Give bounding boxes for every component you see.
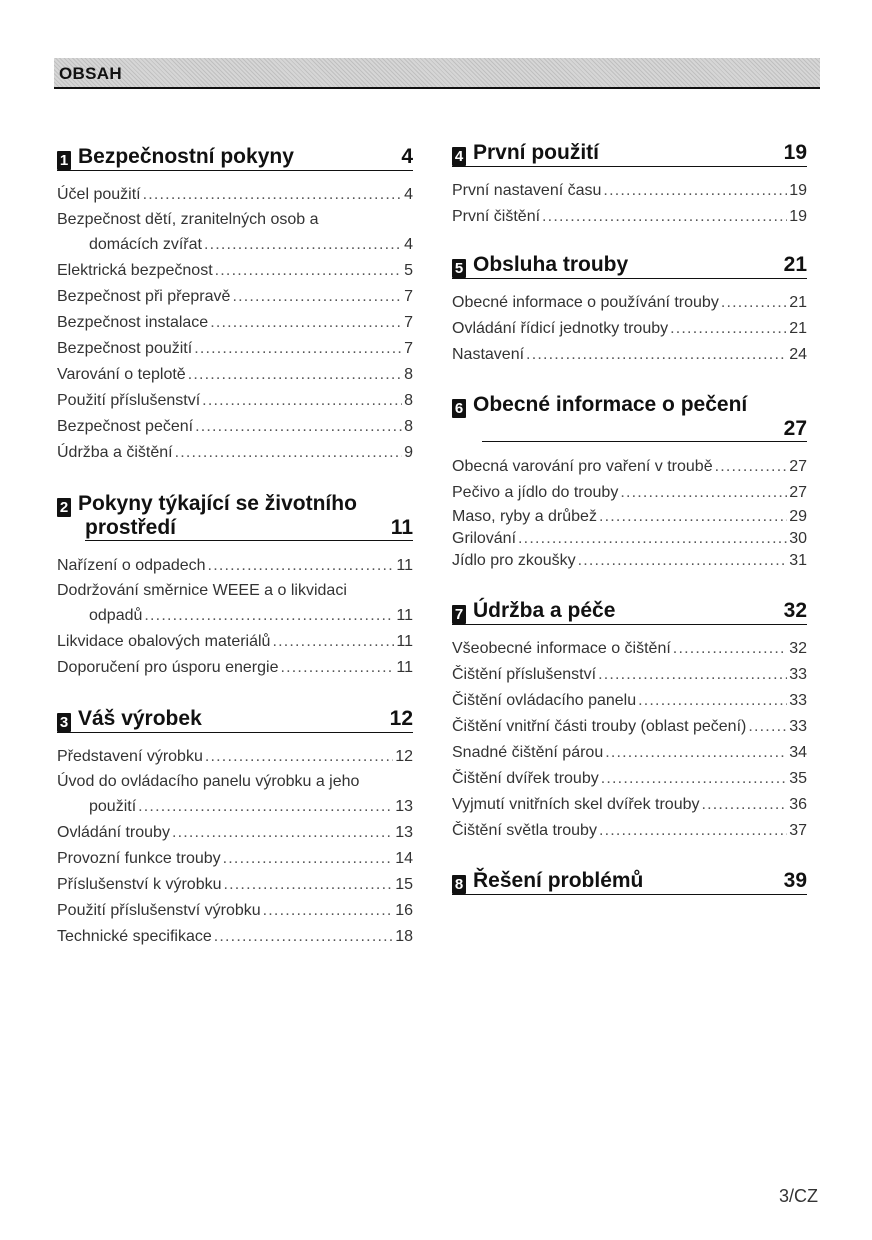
section-title: Váš výrobek bbox=[78, 707, 202, 730]
toc-entry[interactable]: Úvod do ovládacího panelu výrobku a jeho použití ..... 13 bbox=[57, 770, 413, 820]
section-page: 21 bbox=[783, 253, 807, 276]
toc-entry[interactable]: Představení výrobku ..... 12 bbox=[57, 744, 413, 770]
toc-entry[interactable]: Snadné čištění párou ..... 34 bbox=[452, 740, 807, 766]
section-3-heading[interactable] bbox=[57, 707, 413, 733]
toc-entry[interactable]: Čištění dvířek trouby ..... 35 bbox=[452, 766, 807, 792]
section-number-badge: 7 bbox=[452, 605, 466, 624]
section-page: 39 bbox=[783, 869, 807, 892]
section-page: 11 bbox=[390, 516, 413, 539]
section-number-badge: 8 bbox=[452, 875, 466, 894]
section-page: 4 bbox=[401, 145, 413, 168]
toc-entry[interactable]: Všeobecné informace o čištění ..... 32 bbox=[452, 636, 807, 662]
toc-entry[interactable]: Pečivo a jídlo do trouby ..... 27 bbox=[452, 480, 807, 506]
toc-entry[interactable]: Použití příslušenství ..... 8 bbox=[57, 388, 413, 414]
section-title: Obsluha trouby bbox=[473, 253, 629, 276]
section-number-badge: 5 bbox=[452, 259, 466, 278]
section-number-badge: 3 bbox=[57, 713, 71, 732]
toc-entry[interactable]: Obecná varování pro vaření v troubě ..... 27 bbox=[452, 454, 807, 480]
section-title: Řešení problémů bbox=[473, 869, 644, 892]
toc-entry[interactable]: Účel použití ..... 4 bbox=[57, 182, 413, 208]
toc-entry[interactable]: Bezpečnost instalace ..... 7 bbox=[57, 310, 413, 336]
section-1-heading[interactable] bbox=[57, 145, 413, 171]
section-5-heading[interactable] bbox=[452, 253, 807, 279]
page-number: 3/CZ bbox=[778, 1186, 818, 1206]
section-page: 27 bbox=[783, 417, 807, 440]
section-title: Bezpečnostní pokyny bbox=[78, 145, 294, 168]
section-7-heading[interactable] bbox=[452, 599, 807, 625]
section-page: 12 bbox=[389, 707, 413, 730]
toc-entry[interactable]: Příslušenství k výrobku ..... 15 bbox=[57, 872, 413, 898]
toc-entry[interactable]: Grilování ..... 30 bbox=[452, 528, 807, 550]
toc-entry[interactable]: Nařízení o odpadech ..... 11 bbox=[57, 553, 413, 579]
section-number-badge: 6 bbox=[452, 399, 466, 418]
section-page: 32 bbox=[783, 599, 807, 622]
toc-entry[interactable]: Elektrická bezpečnost ..... 5 bbox=[57, 258, 413, 284]
toc-entry[interactable]: Varování o teplotě ..... 8 bbox=[57, 362, 413, 388]
toc-entry[interactable]: Bezpečnost pečení ..... 8 bbox=[57, 414, 413, 440]
toc-entry[interactable]: Použití příslušenství výrobku ..... 16 bbox=[57, 898, 413, 924]
toc-entry[interactable]: Čištění příslušenství ..... 33 bbox=[452, 662, 807, 688]
toc-entry[interactable]: Bezpečnost při přepravě ..... 7 bbox=[57, 284, 413, 310]
section-4-heading[interactable] bbox=[452, 141, 807, 167]
toc-entry[interactable]: Dodržování směrnice WEEE a o likvidaci odpadů ..... 11 bbox=[57, 579, 413, 629]
toc-entry[interactable]: Vyjmutí vnitřních skel dvířek trouby ..... 36 bbox=[452, 792, 807, 818]
toc-entry[interactable]: Čištění světla trouby ..... 37 bbox=[452, 818, 807, 844]
toc-entry[interactable]: První nastavení času ..... 19 bbox=[452, 178, 807, 204]
section-title: prostředí bbox=[85, 516, 177, 539]
toc-right-column bbox=[452, 141, 807, 895]
section-number-badge: 4 bbox=[452, 147, 466, 166]
section-2-heading[interactable] bbox=[57, 492, 413, 542]
section-title: Údržba a péče bbox=[473, 599, 616, 622]
toc-entry[interactable]: Ovládání řídicí jednotky trouby ..... 21 bbox=[452, 316, 807, 342]
toc-entry[interactable]: Doporučení pro úsporu energie ..... 11 bbox=[57, 655, 413, 681]
section-number-badge: 2 bbox=[57, 498, 71, 517]
toc-entry[interactable]: Likvidace obalových materiálů ..... 11 bbox=[57, 629, 413, 655]
toc-entry[interactable]: Údržba a čištění ..... 9 bbox=[57, 440, 413, 466]
toc-entry[interactable]: První čištění ..... 19 bbox=[452, 204, 807, 230]
toc-entry[interactable]: Obecné informace o používání trouby ..... 21 bbox=[452, 290, 807, 316]
section-6-heading[interactable] bbox=[452, 393, 807, 443]
toc-entry[interactable]: Čištění ovládacího panelu ..... 33 bbox=[452, 688, 807, 714]
toc-entry[interactable]: Ovládání trouby ..... 13 bbox=[57, 820, 413, 846]
toc-entry[interactable]: Maso, ryby a drůbež ..... 29 bbox=[452, 506, 807, 528]
toc-entry[interactable]: Bezpečnost dětí, zranitelných osob a domácích zvířat ..... 4 bbox=[57, 208, 413, 258]
toc-entry[interactable]: Jídlo pro zkoušky ..... 31 bbox=[452, 550, 807, 572]
contents-title: OBSAH bbox=[59, 64, 122, 83]
toc-entry[interactable]: Čištění vnitřní části trouby (oblast pečení) ..... 33 bbox=[452, 714, 807, 740]
toc-left-column bbox=[57, 145, 413, 950]
section-title: První použití bbox=[473, 141, 599, 164]
toc-entry[interactable]: Bezpečnost použití ..... 7 bbox=[57, 336, 413, 362]
toc-entry[interactable]: Technické specifikace ..... 18 bbox=[57, 924, 413, 950]
toc-entry[interactable]: Provozní funkce trouby ..... 14 bbox=[57, 846, 413, 872]
section-title-line1: Obecné informace o pečení bbox=[473, 393, 748, 416]
section-title-line1: Pokyny týkající se životního bbox=[78, 492, 357, 515]
section-page: 19 bbox=[783, 141, 807, 164]
toc-entry[interactable]: Nastavení ..... 24 bbox=[452, 342, 807, 368]
section-8-heading[interactable] bbox=[452, 869, 807, 895]
section-number-badge: 1 bbox=[57, 151, 71, 170]
contents-banner bbox=[54, 58, 820, 89]
